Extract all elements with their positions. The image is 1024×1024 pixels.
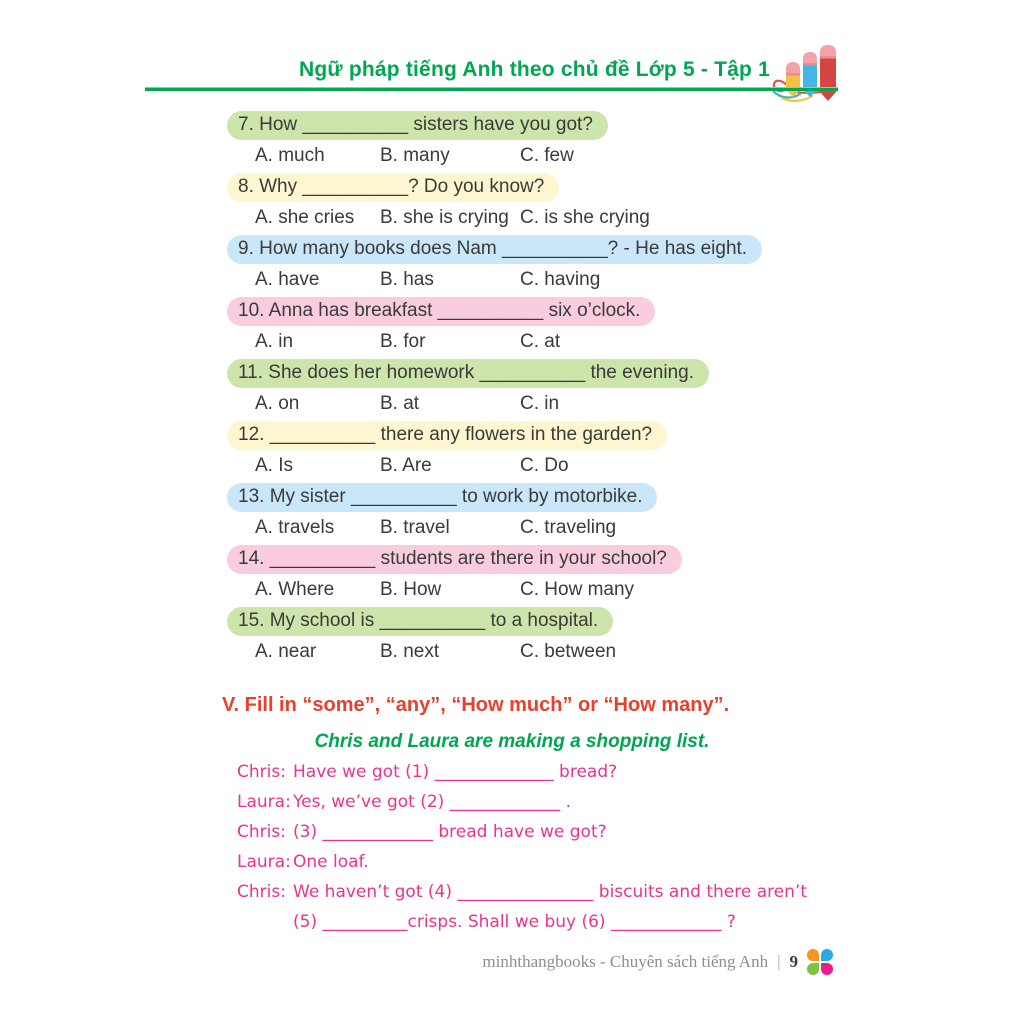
question-row (227, 235, 927, 297)
exercise-subtitle: Chris and Laura are making a shopping list. (314, 731, 710, 752)
option-b: B. Are (380, 455, 432, 476)
logo-petal (821, 949, 833, 961)
speaker-name: Laura: (237, 792, 291, 812)
option-b: B. at (380, 393, 420, 414)
option-b: B. has (380, 269, 434, 290)
question-text: 14. __________ students are there in your school? (227, 545, 682, 574)
option-b: B. travel (380, 517, 450, 538)
pencils-icon (772, 42, 840, 104)
option-c: C. is she crying (520, 207, 650, 228)
dialogue-section (237, 762, 807, 942)
option-b: B. How (380, 579, 442, 600)
dialogue-text: (3) _____________ bread have we got? (293, 822, 607, 842)
dialogue-text: We haven’t got (4) ________________ biscuits and there aren’t (293, 882, 808, 902)
option-c: C. having (520, 269, 601, 290)
question-row (227, 111, 927, 173)
answer-options (227, 207, 927, 229)
page-title: Ngữ pháp tiếng Anh theo chủ đề Lớp 5 - Tập 1 (299, 58, 770, 81)
dialogue-line (237, 852, 807, 882)
option-b: B. for (380, 331, 426, 352)
option-c: C. in (520, 393, 560, 414)
header-divider (145, 87, 838, 91)
page-number: 9 (789, 952, 798, 971)
option-a: A. on (255, 393, 300, 414)
dialogue-text: Have we got (1) ______________ bread? (293, 762, 618, 782)
question-row (227, 297, 927, 359)
option-c: C. Do (520, 455, 569, 476)
speaker-name (237, 912, 293, 942)
option-c: C. traveling (520, 517, 617, 538)
question-text: 15. My school is __________ to a hospital. (227, 607, 613, 636)
option-c: C. at (520, 331, 561, 352)
answer-options (227, 517, 927, 539)
option-a: A. near (255, 641, 317, 662)
option-a: A. much (255, 145, 325, 166)
answer-options (227, 393, 927, 415)
footer-separator: | (777, 952, 781, 971)
option-c: C. few (520, 145, 574, 166)
question-text: 13. My sister __________ to work by motorbike. (227, 483, 657, 512)
section-heading: V. Fill in “some”, “any”, “How much” or “How many”. (222, 694, 730, 716)
dialogue-text: Yes, we’ve got (2) _____________ . (293, 792, 571, 812)
option-a: A. Where (255, 579, 335, 600)
question-text: 9. How many books does Nam __________? - He has eight. (227, 235, 762, 264)
option-b: B. next (380, 641, 440, 662)
option-c: C. How many (520, 579, 635, 600)
speaker-name: Laura: (237, 852, 291, 872)
dialogue-line (237, 912, 807, 942)
speaker-name: Chris: (237, 822, 286, 842)
multiple-choice-section (227, 111, 927, 669)
dialogue-line (237, 882, 807, 912)
dialogue-text: One loaf. (293, 852, 369, 872)
option-a: A. in (255, 331, 294, 352)
option-a: A. travels (255, 517, 335, 538)
option-a: A. she cries (255, 207, 355, 228)
speaker-name: Chris: (237, 762, 286, 782)
answer-options (227, 455, 927, 477)
dialogue-line (237, 792, 807, 822)
answer-options (227, 579, 927, 601)
question-text: 12. __________ there any flowers in the garden? (227, 421, 667, 450)
dialogue-line (237, 822, 807, 852)
question-text: 10. Anna has breakfast __________ six o’clock. (227, 297, 655, 326)
question-text: 7. How __________ sisters have you got? (227, 111, 608, 140)
question-row (227, 359, 927, 421)
question-row (227, 607, 927, 669)
publisher-text: minhthangbooks - Chuyên sách tiếng Anh (482, 952, 769, 971)
question-text: 8. Why __________? Do you know? (227, 173, 559, 202)
answer-options (227, 331, 927, 353)
question-row (227, 483, 927, 545)
option-b: B. many (380, 145, 450, 166)
option-a: A. Is (255, 455, 294, 476)
logo-petal (807, 949, 819, 961)
dialogue-line (237, 762, 807, 792)
question-row (227, 421, 927, 483)
publisher-logo-icon (807, 949, 833, 975)
option-a: A. have (255, 269, 320, 290)
answer-options (227, 145, 927, 167)
dialogue-text: (5) __________crisps. Shall we buy (6) _____________ ? (293, 912, 736, 932)
option-b: B. she is crying (380, 207, 509, 228)
logo-petal (821, 963, 833, 975)
page-footer (482, 949, 833, 975)
logo-petal (807, 963, 819, 975)
answer-options (227, 641, 927, 663)
speaker-name: Chris: (237, 882, 286, 902)
question-text: 11. She does her homework __________ the evening. (227, 359, 709, 388)
question-row (227, 545, 927, 607)
answer-options (227, 269, 927, 291)
option-c: C. between (520, 641, 617, 662)
question-row (227, 173, 927, 235)
